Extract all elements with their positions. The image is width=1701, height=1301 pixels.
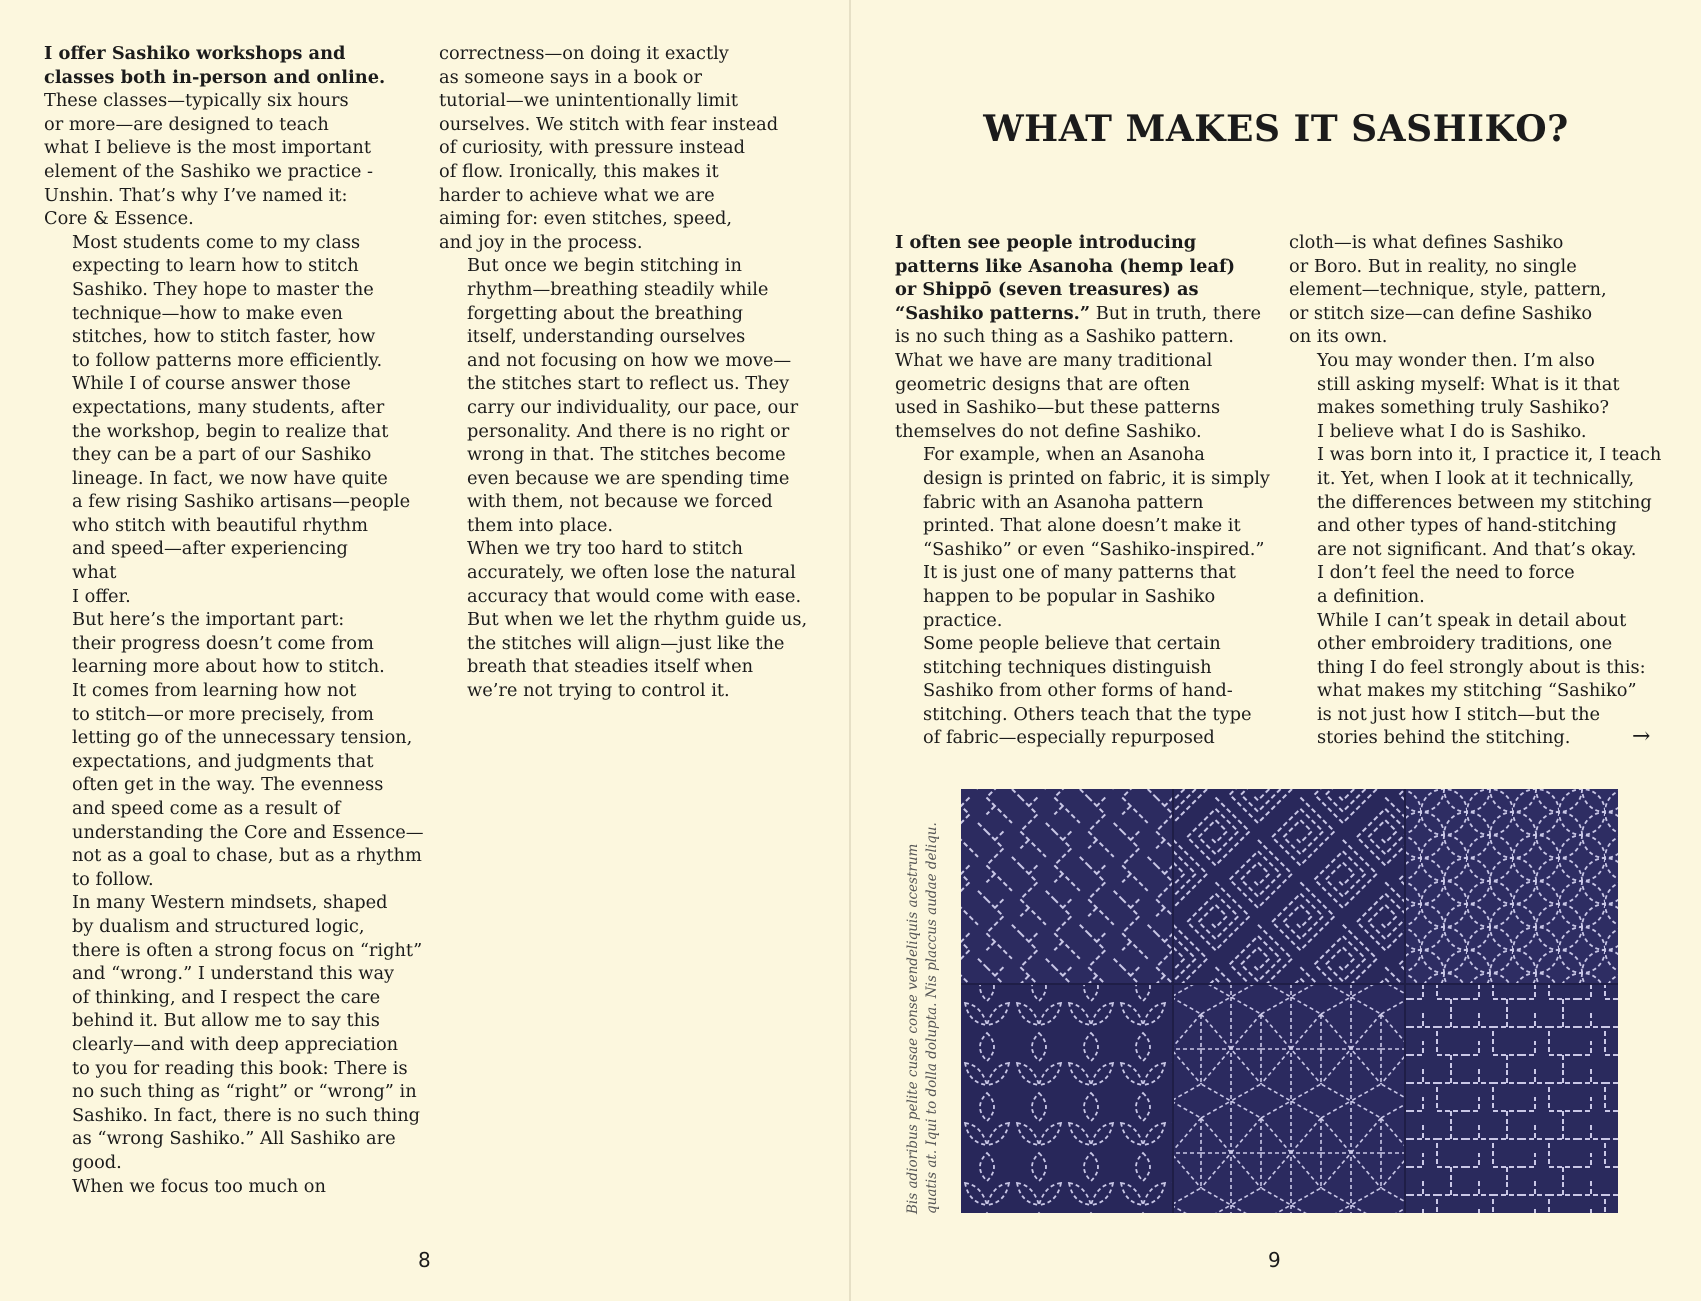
text-line: breath that steadies itself when	[467, 656, 754, 678]
text-line: there is often a strong focus on “right”	[72, 939, 423, 961]
text-line: While I can’t speak in detail about	[1317, 609, 1627, 631]
text-line: stitches, how to stitch faster, how	[72, 326, 376, 348]
text-line: what I believe is the most important	[44, 137, 371, 159]
paragraph	[439, 42, 819, 254]
text-line: to follow patterns more efficiently.	[72, 349, 383, 371]
text-line: to follow.	[72, 868, 154, 890]
paragraph	[44, 608, 424, 891]
text-line: the stitches start to reflect us. They	[467, 373, 790, 395]
text-line: stories behind the stitching.	[1317, 727, 1571, 749]
paragraph	[1289, 349, 1669, 420]
sashiko-pattern-illustration	[961, 789, 1618, 1213]
paragraph	[895, 443, 1275, 632]
text-line: For example, when an Asanoha	[923, 444, 1205, 466]
text-line: not as a goal to chase, but as a rhythm	[72, 845, 422, 867]
text-line: tutorial—we unintentionally limit	[439, 90, 738, 112]
text-line: with them, not because we forced	[467, 491, 773, 513]
text-line: good.	[72, 1151, 122, 1173]
text-line: or more—are designed to teach	[44, 113, 329, 135]
paragraph	[1289, 231, 1669, 349]
text-line: to you for reading this book: There is	[72, 1057, 408, 1079]
caption-line: quatis at. Iqui to dolla dolupta. Nis placcus audae deliqu.	[924, 822, 940, 1214]
text-line: technique—how to make even	[72, 302, 343, 324]
text-line: itself, understanding ourselves	[467, 326, 746, 348]
text-line: of curiosity, with pressure instead	[439, 137, 746, 159]
text-line: correctness—on doing it exactly	[439, 43, 729, 64]
sashiko-fabric-photo	[961, 789, 1618, 1213]
paragraph	[1289, 609, 1669, 751]
text-line: other embroidery traditions, one	[1317, 633, 1613, 655]
text-line: It comes from learning how not	[72, 680, 357, 702]
text-line: often get in the way. The evenness	[72, 774, 384, 796]
text-line: and speed—after experiencing	[72, 538, 348, 560]
lead-text: patterns like Asanoha (hemp leaf)	[895, 255, 1236, 277]
paragraph-text: But in truth, there	[1090, 302, 1261, 324]
text-line: is not just how I stitch—but the	[1317, 703, 1601, 725]
text-line: classes both in-person and online.	[44, 66, 386, 88]
text-line: But once we begin stitching in	[467, 255, 742, 277]
text-line: rhythm—breathing steadily while	[467, 278, 769, 300]
text-line: no such thing as “right” or “wrong” in	[72, 1081, 417, 1103]
text-line: makes something truly Sashiko?	[1317, 397, 1610, 419]
text-line: practice.	[923, 609, 1003, 631]
text-line: the stitches will align—just like the	[467, 632, 785, 654]
text-line: even because we are spending time	[467, 467, 790, 489]
paragraph	[44, 42, 424, 231]
text-line: cloth—is what defines Sashiko	[1289, 232, 1564, 253]
text-line: expectations, and judgments that	[72, 750, 374, 772]
text-line: behind it. But allow me to say this	[72, 1010, 380, 1032]
text-line: a few rising Sashiko artisans—people	[72, 491, 411, 513]
text-line: I was born into it, I practice it, I teach	[1317, 444, 1662, 466]
text-line: and joy in the process.	[439, 231, 643, 253]
text-line: learning more about how to stitch.	[72, 656, 385, 678]
text-line: of fabric—especially repurposed	[923, 727, 1215, 749]
text-line: understanding the Core and Essence—	[72, 821, 424, 843]
text-line: You may wonder then. I’m also	[1317, 349, 1595, 371]
text-line: and not focusing on how we move—	[467, 349, 792, 371]
text-line: These classes—typically six hours	[44, 90, 349, 112]
lead-text: or Shippō (seven treasures) as	[895, 279, 1199, 301]
right-column-1	[895, 231, 1275, 750]
text-line: by dualism and structured logic,	[72, 915, 365, 937]
text-line: “Sashiko” or even “Sashiko-inspired.”	[923, 538, 1265, 560]
text-line: what makes my stitching “Sashiko”	[1317, 680, 1637, 702]
text-line: it. Yet, when I look at it technically,	[1317, 467, 1635, 489]
text-line: I don’t feel the need to force	[1317, 562, 1575, 584]
text-line: expecting to learn how to stitch	[72, 255, 359, 277]
text-line: accurately, we often lose the natural	[467, 562, 796, 584]
text-line: as “wrong Sashiko.” All Sashiko are	[72, 1128, 396, 1150]
text-line: or Boro. But in reality, no single	[1289, 255, 1577, 277]
paragraph	[44, 231, 424, 609]
text-line: Core & Essence.	[44, 208, 194, 230]
text-line: thing I do feel strongly about is this:	[1317, 656, 1646, 678]
text-line: is no such thing as a Sashiko pattern.	[895, 326, 1234, 348]
photo-caption	[904, 794, 942, 1214]
text-line: clearly—and with deep appreciation	[72, 1033, 399, 1055]
text-line: forgetting about the breathing	[467, 302, 743, 324]
text-line: them into place.	[467, 514, 614, 536]
text-line: and other types of hand-stitching	[1317, 515, 1617, 537]
text-line	[895, 255, 1275, 279]
text-line: It is just one of many patterns that	[923, 562, 1236, 584]
text-line: fabric with an Asanoha pattern	[923, 491, 1204, 513]
text-line: wrong in that. The stitches become	[467, 444, 786, 466]
text-line: are not significant. And that’s okay.	[1317, 538, 1637, 560]
paragraph	[895, 632, 1275, 750]
paragraph	[439, 254, 819, 537]
chapter-title: WHAT MAKES IT SASHIKO?	[983, 108, 1569, 150]
text-line: on its own.	[1289, 326, 1388, 348]
text-line	[895, 278, 1275, 302]
text-line: But when we let the rhythm guide us,	[467, 609, 808, 631]
lead-text: I often see people introducing	[895, 232, 1197, 253]
text-line: happen to be popular in Sashiko	[923, 585, 1216, 607]
text-line: I offer Sashiko workshops and	[44, 43, 346, 64]
text-line: Sashiko. They hope to master the	[72, 278, 374, 300]
page-number-right: 9	[1268, 1248, 1281, 1272]
text-line: or stitch size—can define Sashiko	[1289, 302, 1593, 324]
text-line: and “wrong.” I understand this way	[72, 963, 395, 985]
paragraph	[1289, 420, 1669, 609]
text-line: letting go of the unnecessary tension,	[72, 727, 413, 749]
page-number-left: 8	[418, 1248, 431, 1272]
caption-line: Bis adioribus pelite cusae conse vendeliquis acestrum	[905, 843, 921, 1214]
lead-text: “Sashiko patterns.”	[895, 302, 1091, 324]
text-line: the differences between my stitching	[1317, 491, 1652, 513]
text-line: of thinking, and I respect the care	[72, 986, 381, 1008]
text-line: expectations, many students, after	[72, 396, 385, 418]
text-line: Most students come to my class	[72, 231, 361, 253]
text-line: While I of course answer those	[72, 373, 351, 395]
text-line: element—technique, style, pattern,	[1289, 279, 1607, 301]
text-line: their progress doesn’t come from	[72, 632, 374, 654]
text-line: I offer.	[72, 585, 131, 607]
text-line: what	[72, 562, 117, 584]
text-line: element of the Sashiko we practice -	[44, 160, 374, 182]
paragraph-text	[44, 89, 424, 231]
text-line: In many Western mindsets, shaped	[72, 892, 388, 914]
right-column-2	[1289, 231, 1669, 750]
left-column-1	[44, 42, 424, 1198]
text-line	[895, 231, 1275, 255]
text-line: ourselves. We stitch with fear instead	[439, 113, 779, 135]
text-line: lineage. In fact, we now have quite	[72, 467, 388, 489]
text-line: geometric designs that are often	[895, 373, 1190, 395]
text-line: we’re not trying to control it.	[467, 680, 730, 702]
paragraph	[895, 231, 1275, 443]
text-line: When we try too hard to stitch	[467, 538, 743, 560]
text-line: accuracy that would come with ease.	[467, 585, 802, 607]
text-line: themselves do not define Sashiko.	[895, 420, 1202, 442]
text-line: Unshin. That’s why I’ve named it:	[44, 184, 348, 206]
text-line: and speed come as a result of	[72, 798, 341, 819]
text-line: still asking myself: What is it that	[1317, 373, 1620, 395]
text-line: stitching techniques distinguish	[923, 656, 1212, 678]
text-line: I believe what I do is Sashiko.	[1317, 420, 1587, 442]
text-line: When we focus too much on	[72, 1175, 326, 1197]
text-line: printed. That alone doesn’t make it	[923, 515, 1241, 537]
text-line: aiming for: even stitches, speed,	[439, 208, 732, 230]
text-line: they can be a part of our Sashiko	[72, 444, 372, 466]
paragraph	[44, 891, 424, 1174]
text-line: Sashiko. In fact, there is no such thing	[72, 1104, 421, 1126]
text-line: stitching. Others teach that the type	[923, 703, 1252, 725]
text-line: the workshop, begin to realize that	[72, 420, 389, 442]
text-line: Some people believe that certain	[923, 633, 1221, 655]
text-line: as someone says in a book or	[439, 66, 702, 88]
text-line: a definition.	[1317, 585, 1425, 607]
text-line: personality. And there is no right or	[467, 420, 790, 442]
text-line: What we have are many traditional	[895, 349, 1213, 371]
text-line: harder to achieve what we are	[439, 184, 715, 206]
continue-arrow-icon: →	[1632, 724, 1651, 749]
text-line: used in Sashiko—but these patterns	[895, 397, 1221, 419]
text-line: But here’s the important part:	[72, 609, 345, 631]
text-line	[895, 302, 1275, 326]
text-line: design is printed on fabric, it is simply	[923, 467, 1270, 489]
text-line: of flow. Ironically, this makes it	[439, 160, 719, 182]
text-line: Sashiko from other forms of hand-	[923, 680, 1233, 702]
text-line: who stitch with beautiful rhythm	[72, 514, 368, 536]
left-column-2	[439, 42, 819, 703]
text-line: to stitch—or more precisely, from	[72, 703, 374, 725]
text-line: carry our individuality, our pace, our	[467, 396, 799, 418]
lead-text	[44, 42, 424, 89]
paragraph	[439, 537, 819, 702]
paragraph	[44, 1175, 424, 1199]
